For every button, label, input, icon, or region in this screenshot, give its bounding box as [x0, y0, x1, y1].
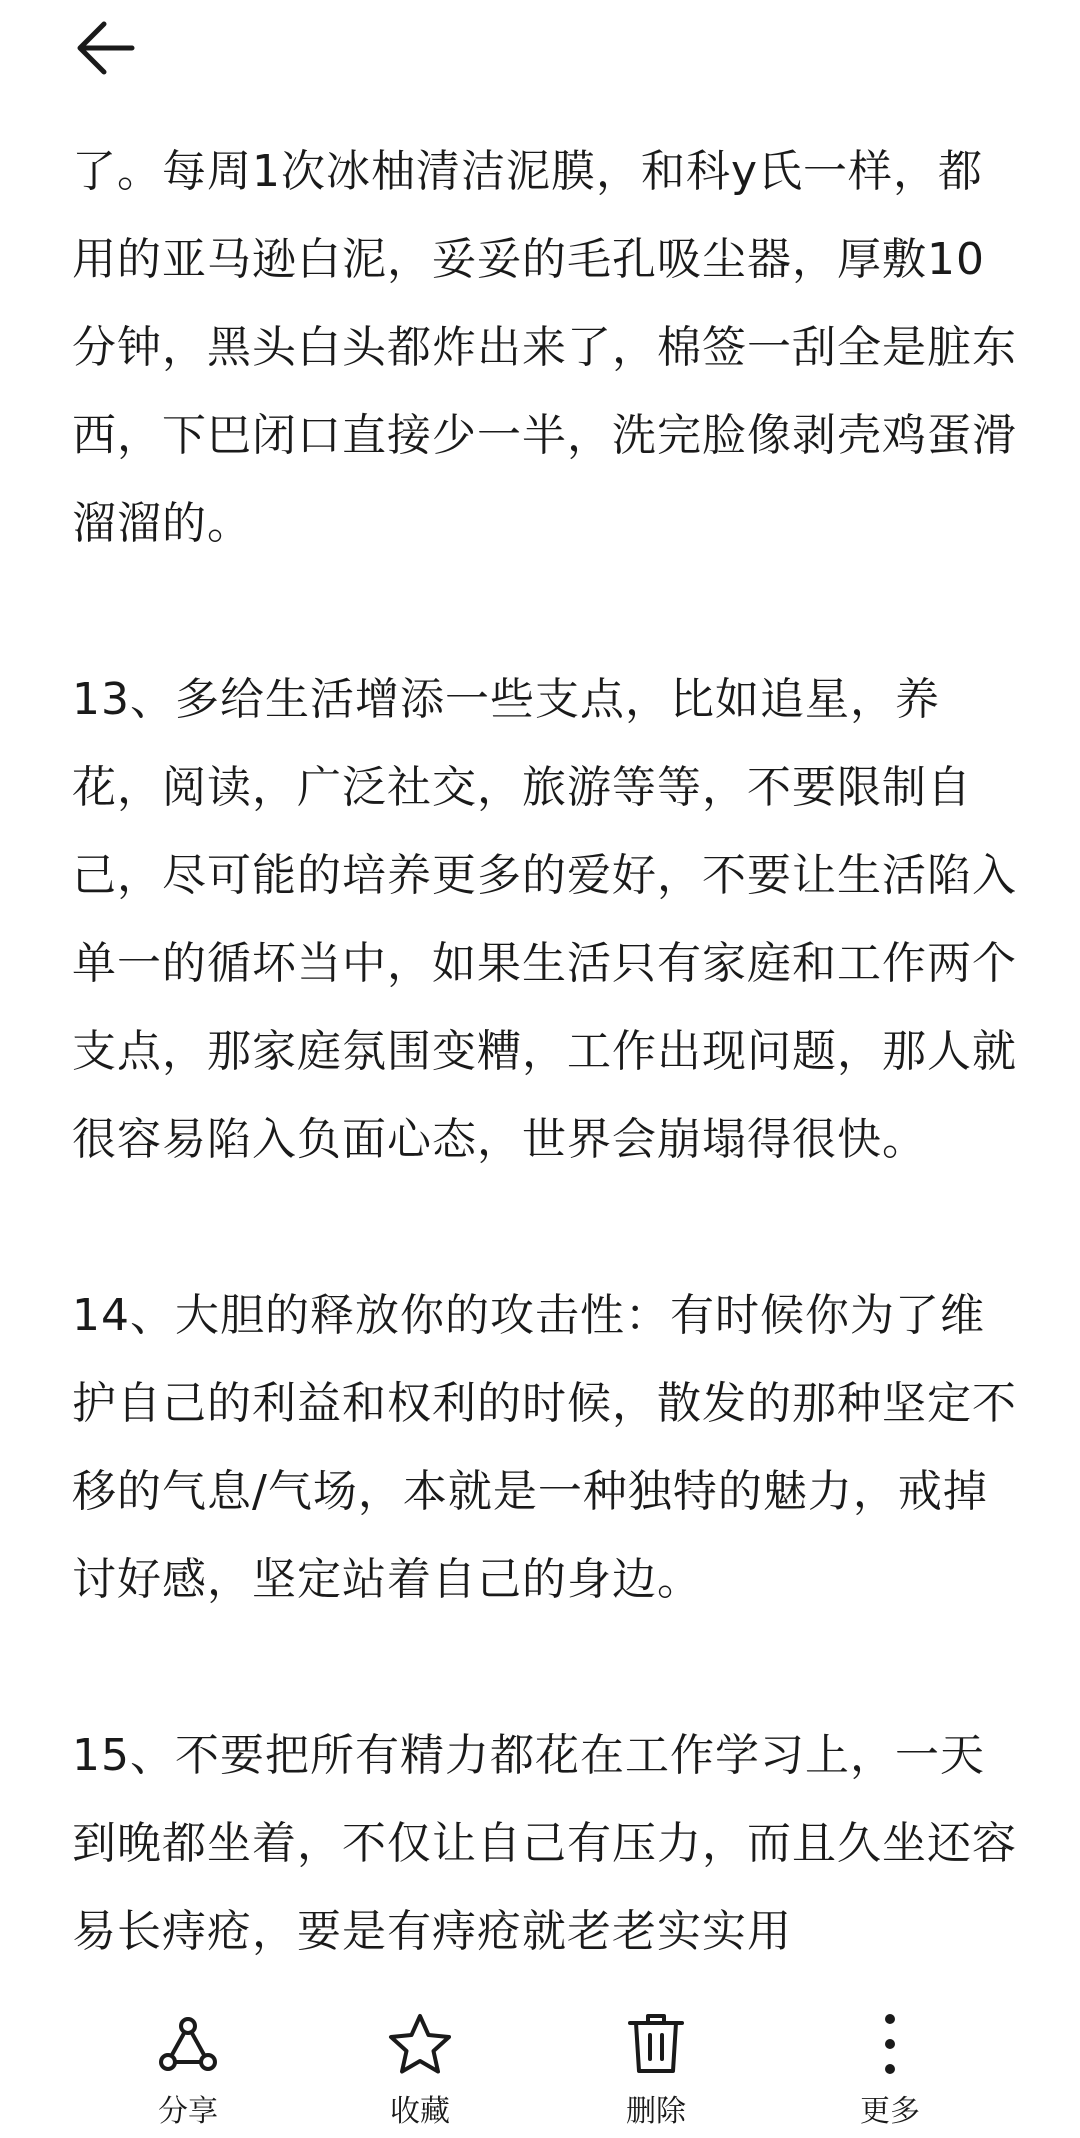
bottom-action-bar	[0, 1988, 1080, 2138]
paragraph-skin-care: 了。每周1次冰柚清洁泥膜，和科y氏一样，都用的亚马逊白泥，妥妥的毛孔吸尘器，厚敷10分钟，黑头白头都炸出来了，棉签一刮全是脏东西，下巴闭口直接少一半，洗完脸像剥壳鸡蛋滑溜溜的。	[72, 146, 1017, 549]
delete-button[interactable]	[576, 2008, 736, 2134]
more-button[interactable]	[810, 2008, 970, 2134]
star-icon	[384, 2008, 456, 2080]
favorite-label: 收藏	[390, 2094, 450, 2129]
delete-label: 删除	[626, 2094, 686, 2129]
share-icon	[152, 2008, 224, 2080]
top-bar	[0, 0, 1080, 120]
article-content	[72, 128, 1022, 1988]
share-label: 分享	[158, 2094, 218, 2129]
more-vertical-icon	[854, 2008, 926, 2080]
more-label: 更多	[860, 2094, 920, 2129]
paragraph-15: 15、不要把所有精力都花在工作学习上，一天到晚都坐着，不仅让自己有压力，而且久坐还容易长痔疮，要是有痔疮就老老实实用	[72, 1730, 1017, 1957]
paragraph-14: 14、大胆的释放你的攻击性：有时候你为了维护自己的利益和权利的时候，散发的那种坚定不移的气息/气场，本就是一种独特的魅力，戒掉讨好感，坚定站着自己的身边。	[72, 1290, 1017, 1605]
trash-icon	[620, 2008, 692, 2080]
favorite-button[interactable]	[340, 2008, 500, 2134]
arrow-left-icon	[74, 16, 138, 84]
share-button[interactable]	[108, 2008, 268, 2134]
paragraph-13: 13、多给生活增添一些支点，比如追星，养花，阅读，广泛社交，旅游等等，不要限制自己，尽可能的培养更多的爱好，不要让生活陷入单一的循坏当中，如果生活只有家庭和工作两个支点，那家庭氛围变糟，工作出现问题，那人就很容易陷入负面心态，世界会崩塌得很快。	[72, 674, 1017, 1165]
back-button[interactable]	[64, 8, 148, 92]
